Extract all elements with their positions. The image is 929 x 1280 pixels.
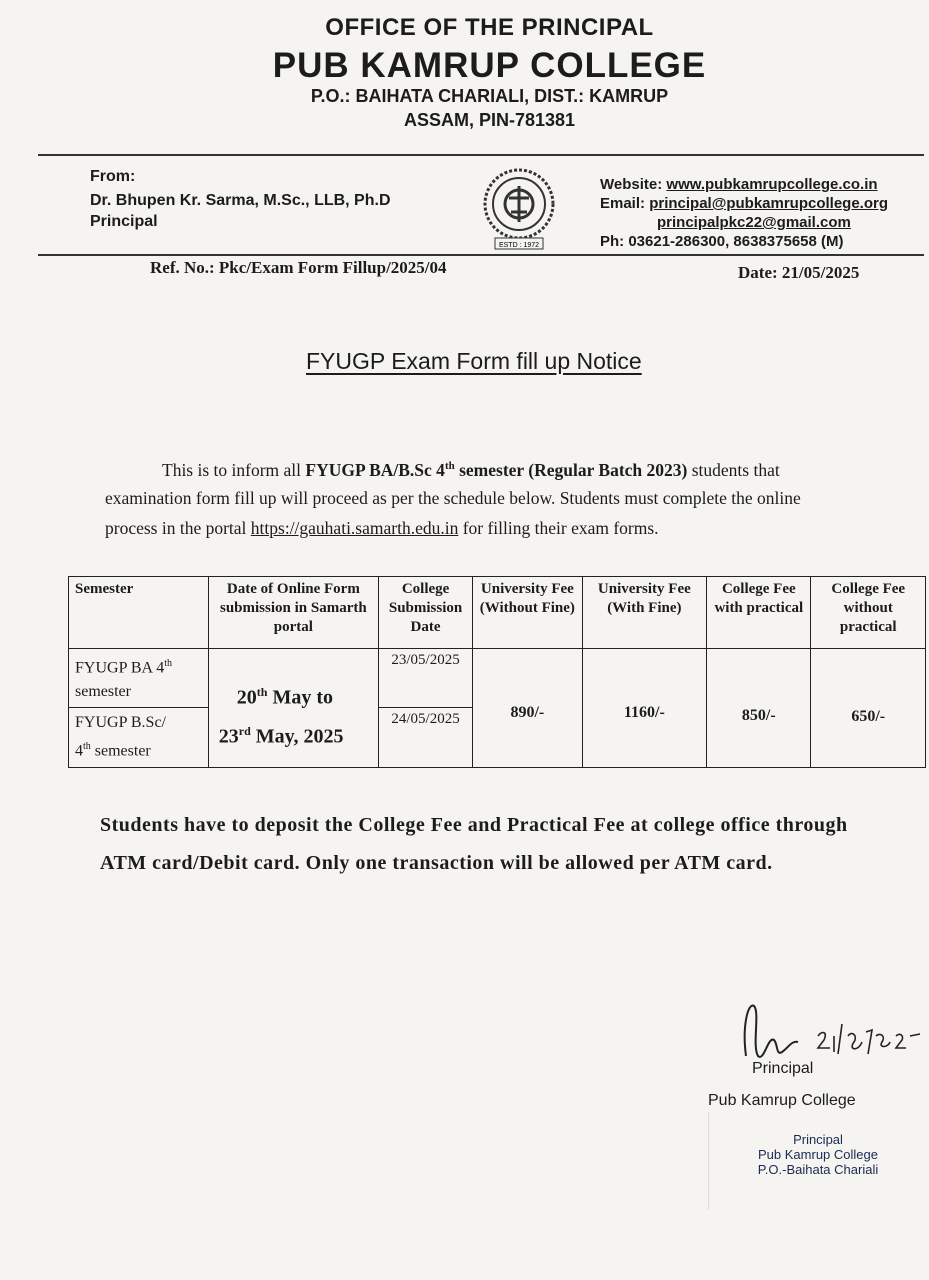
from-label: From:	[90, 168, 136, 185]
intro-line-2: examination form fill up will proceed as per the schedule below. Students must complete the online	[105, 488, 801, 508]
college-seal-logo	[465, 164, 573, 250]
college-fee-practical-value: 850/-	[707, 649, 811, 768]
address-line-2: ASSAM, PIN-781381	[403, 110, 576, 130]
college-fee-no-practical-value: 650/-	[811, 649, 926, 768]
schedule-table	[68, 576, 926, 768]
email-label: Email:	[600, 195, 650, 212]
email-line-2	[657, 214, 851, 231]
college-name: PUB KAMRUP COLLEGE	[272, 46, 707, 85]
table-header-row	[69, 577, 926, 649]
row1-semester: FYUGP BA 4th semester	[69, 649, 209, 708]
intro-line-1: This is to inform all FYUGP BA/B.Sc 4th semester (Regular Batch 2023) students that	[162, 459, 780, 480]
from-designation: Principal	[90, 213, 158, 230]
stamp-line-2: Pub Kamrup College	[758, 1147, 878, 1162]
intro-line-3: process in the portal https://gauhati.samarth.edu.in for filling their exam forms.	[105, 518, 659, 538]
header-divider-top	[38, 154, 924, 156]
notice-date: Date: 21/05/2025	[738, 263, 860, 282]
website-line	[600, 176, 878, 193]
reference-number: Ref. No.: Pkc/Exam Form Fillup/2025/04	[150, 258, 447, 277]
email-link-1[interactable]: principal@pubkamrupcollege.org	[649, 195, 889, 212]
table-row	[69, 649, 926, 708]
uni-fee-without-value: 890/-	[473, 649, 582, 768]
portal-link[interactable]: https://gauhati.samarth.edu.in	[250, 518, 459, 538]
header-college-fee-no-practical: College Fee without practical	[811, 577, 926, 649]
header-divider-bottom	[38, 254, 924, 256]
uni-fee-with-value: 1160/-	[582, 649, 707, 768]
header-semester: Semester	[69, 577, 209, 649]
header-college-fee-practical: College Fee with practical	[707, 577, 811, 649]
stamp-line-3: P.O.-Baihata Chariali	[757, 1162, 879, 1177]
address-line-1: P.O.: BAIHATA CHARIALI, DIST.: KAMRUP	[310, 86, 669, 106]
header-uni-fee-without: University Fee (Without Fine)	[473, 577, 582, 649]
online-date-range: 20th May to 23rd May, 2025	[208, 649, 378, 768]
notice-title: FYUGP Exam Form fill up Notice	[306, 348, 642, 374]
phone-line: Ph: 03621-286300, 8638375658 (M)	[600, 233, 844, 250]
stamp-line-1: Principal	[793, 1132, 843, 1147]
email-line	[600, 195, 888, 212]
website-label: Website:	[600, 176, 667, 193]
college-date-1: 23/05/2025	[378, 649, 472, 708]
college-date-2: 24/05/2025	[378, 708, 472, 767]
header-online-date: Date of Online Form submission in Samarth portal	[208, 577, 378, 649]
signature-college: Pub Kamrup College	[708, 1092, 856, 1109]
header-college-submission: College Submission Date	[378, 577, 472, 649]
website-link[interactable]: www.pubkamrupcollege.co.in	[666, 176, 878, 193]
email-link-2[interactable]: principalpkc22@gmail.com	[657, 214, 851, 231]
from-name: Dr. Bhupen Kr. Sarma, M.Sc., LLB, Ph.D	[90, 192, 391, 209]
signature-title: Principal	[752, 1060, 814, 1077]
deposit-notice: Students have to deposit the College Fee and Practical Fee at college office through ATM card/Debit card. Only one transaction will be allowed per ATM card.	[100, 814, 848, 874]
row2-semester: FYUGP B.Sc/ 4th semester	[69, 708, 209, 767]
header-uni-fee-with: University Fee (With Fine)	[582, 577, 707, 649]
seal-estd-text: ESTD : 1972	[498, 242, 540, 249]
office-heading: OFFICE OF THE PRINCIPAL	[325, 14, 654, 41]
